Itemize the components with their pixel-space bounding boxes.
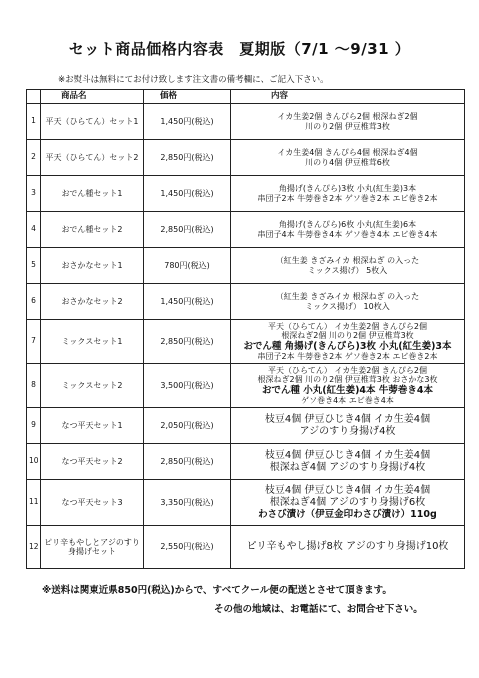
product-price: 2,550円(税込)	[144, 526, 231, 569]
product-contents	[231, 176, 465, 212]
row-number: 10	[27, 444, 41, 480]
product-price: 3,350円(税込)	[144, 480, 231, 526]
content-line: 串団子2本 牛蒡巻き2本 ゲソ巻き2本 エビ巻き2本	[257, 193, 438, 203]
table-header-row	[27, 90, 465, 104]
table-row	[27, 140, 465, 176]
row-number: 7	[27, 320, 41, 364]
product-contents	[231, 104, 465, 140]
header-price: 価格	[144, 90, 231, 104]
content-line: （紅生姜 きざみイカ 根深ねぎ の入った	[275, 292, 420, 302]
content-line: 枝豆4個 伊豆ひじき4個 イカ生姜4個	[264, 413, 431, 425]
content-line: 串団子4本 牛蒡巻き4本 ゲソ巻き4本 エビ巻き4本	[257, 229, 438, 239]
table-row	[27, 526, 465, 569]
product-name: ピリ辛もやしとアジのすり身揚げセット	[41, 526, 144, 569]
row-number: 1	[27, 104, 41, 140]
row-number: 5	[27, 248, 41, 284]
product-contents	[231, 480, 465, 526]
product-name: ミックスセット1	[41, 320, 144, 364]
product-contents	[231, 526, 465, 569]
header-no	[27, 90, 41, 104]
product-contents	[231, 320, 465, 364]
content-line: 枝豆4個 伊豆ひじき4個 イカ生姜4個	[264, 485, 431, 497]
content-line: 川のり2個 伊豆椎茸3枚	[305, 121, 390, 131]
content-line: 角揚げ(きんぴら)6枚 小丸(紅生姜)6本	[278, 220, 417, 230]
table-row	[27, 248, 465, 284]
content-line: アジのすり身揚げ4枚	[299, 425, 396, 437]
content-line: わさび漬け（伊豆金印わさび漬け）110g	[258, 508, 437, 520]
content-line: おでん種 角揚げ(きんぴら)3枚 小丸(紅生姜)3本	[243, 340, 452, 352]
row-number: 6	[27, 284, 41, 320]
content-line: 根深ねぎ2個 川のり2個 伊豆椎茸3枚	[281, 331, 414, 341]
content-line: ミックス揚げ） 10枚入	[305, 301, 390, 311]
noshi-note: ※お熨斗は無料にてお付け致します注文書の備考欄に、ご記入下さい。	[58, 75, 329, 85]
table-row	[27, 364, 465, 408]
product-name: ミックスセット2	[41, 364, 144, 408]
product-price: 1,450円(税込)	[144, 284, 231, 320]
table-row	[27, 284, 465, 320]
shipping-note: ※送料は関東近県850円(税込)からで、すべてクール便の配送とさせて頂きます。	[42, 585, 392, 596]
product-name: 平天（ひらてん）セット1	[41, 104, 144, 140]
table-row	[27, 176, 465, 212]
content-line: おでん種 小丸(紅生姜)4本 牛蒡巻き4本	[262, 384, 433, 396]
product-contents	[231, 140, 465, 176]
row-number: 3	[27, 176, 41, 212]
product-name: なつ平天セット3	[41, 480, 144, 526]
content-line: 平天（ひらてん） イカ生姜2個 きんぴら2個	[268, 365, 427, 375]
product-name: おさかなセット1	[41, 248, 144, 284]
header-name: 商品名	[41, 90, 144, 104]
content-line: ピリ辛もやし揚げ8枚 アジのすり身揚げ10枚	[246, 541, 449, 553]
row-number: 8	[27, 364, 41, 408]
content-line: 川のり4個 伊豆椎茸6枚	[305, 157, 390, 167]
table-row	[27, 212, 465, 248]
table-row	[27, 444, 465, 480]
content-line: ミックス揚げ） 5枚入	[307, 265, 388, 275]
product-name: おでん種セット1	[41, 176, 144, 212]
content-line: 平天（ひらてん） イカ生姜2個 きんぴら2個	[268, 321, 427, 331]
product-price: 2,050円(税込)	[144, 408, 231, 444]
price-table	[26, 89, 465, 569]
table-row	[27, 408, 465, 444]
other-region-note: その他の地域は、お電話にて、お問合せ下さい。	[214, 604, 423, 615]
product-contents	[231, 408, 465, 444]
row-number: 11	[27, 480, 41, 526]
product-price: 1,450円(税込)	[144, 104, 231, 140]
table-row	[27, 104, 465, 140]
content-line: イカ生姜4個 きんぴら4個 根深ねぎ4個	[277, 148, 418, 158]
product-contents	[231, 364, 465, 408]
table-row	[27, 320, 465, 364]
product-contents	[231, 444, 465, 480]
product-name: なつ平天セット2	[41, 444, 144, 480]
row-number: 4	[27, 212, 41, 248]
content-line: 根深ねぎ2個 川のり2個 伊豆椎茸3枚 おさかな3枚	[257, 375, 438, 385]
product-price: 1,450円(税込)	[144, 176, 231, 212]
product-price: 780円(税込)	[144, 248, 231, 284]
product-name: 平天（ひらてん）セット2	[41, 140, 144, 176]
row-number: 2	[27, 140, 41, 176]
product-price: 2,850円(税込)	[144, 320, 231, 364]
content-line: 根深ねぎ4個 アジのすり身揚げ6枚	[269, 496, 426, 508]
content-line: 枝豆4個 伊豆ひじき4個 イカ生姜4個	[264, 449, 431, 461]
product-contents	[231, 248, 465, 284]
product-name: おでん種セット2	[41, 212, 144, 248]
product-price: 3,500円(税込)	[144, 364, 231, 408]
product-price: 2,850円(税込)	[144, 444, 231, 480]
row-number: 9	[27, 408, 41, 444]
page-title: セット商品価格内容表 夏期版（7/1 ～9/31 ）	[68, 40, 411, 58]
product-contents	[231, 284, 465, 320]
content-line: 根深ねぎ4個 アジのすり身揚げ4枚	[269, 461, 426, 473]
content-line: 串団子2本 牛蒡巻き2本 ゲソ巻き2本 エビ巻き2本	[257, 351, 438, 361]
content-line: ゲソ巻き4本 エビ巻き4本	[301, 395, 394, 405]
row-number: 12	[27, 526, 41, 569]
content-line: 角揚げ(きんぴら)3枚 小丸(紅生姜)3本	[278, 184, 417, 194]
header-content: 内容	[231, 90, 465, 104]
content-line: （紅生姜 きざみイカ 根深ねぎ の入った	[275, 256, 420, 266]
product-name: なつ平天セット1	[41, 408, 144, 444]
product-name: おさかなセット2	[41, 284, 144, 320]
content-line: イカ生姜2個 きんぴら2個 根深ねぎ2個	[277, 112, 418, 122]
product-price: 2,850円(税込)	[144, 140, 231, 176]
table-row	[27, 480, 465, 526]
product-price: 2,850円(税込)	[144, 212, 231, 248]
product-contents	[231, 212, 465, 248]
